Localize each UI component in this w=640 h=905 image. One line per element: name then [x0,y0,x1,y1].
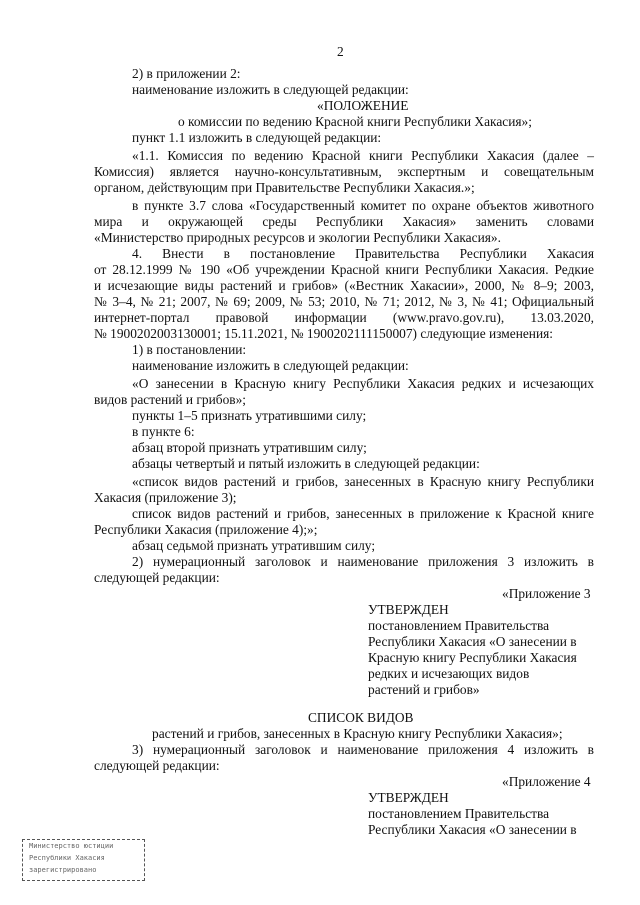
text-line: редких и исчезающих видов [368,666,530,681]
text-line: наименование изложить в следующей редакции: [132,358,409,373]
text-line: в пункте 6: [132,424,195,439]
text-line: Республики Хакасия (приложение 4);»; [94,522,318,537]
text-line: от 28.12.1999 № 190 «Об учреждении Красной книги Республики Хакасия. Редкие [94,262,594,277]
text-line: постановлением Правительства [368,618,550,633]
appendix-label: «Приложение 3 [502,586,591,601]
text-line: растений и грибов» [368,682,480,697]
text-line: растений и грибов, занесенных в Красную книгу Республики Хакасия»; [152,726,563,741]
text-line: органом, действующим при Правительстве Республики Хакасия.»; [94,180,475,195]
text-line: Республики Хакасия «О занесении в [368,822,577,837]
text-line: № 1900202003130001; 15.11.2021, № 1900202111150007) следующие изменения: [94,326,554,341]
text-line: следующей редакции: [94,570,220,585]
text-line: «ПОЛОЖЕНИЕ [317,98,409,113]
appendix-label: «Приложение 4 [502,774,591,789]
text-line: «список видов растений и грибов, занесенных в Красную книгу Республики [132,474,594,489]
text-line: абзацы четвертый и пятый изложить в следующей редакции: [132,456,480,471]
text-line: абзац второй признать утратившим силу; [132,440,367,455]
text-line: следующей редакции: [94,758,220,773]
text-line: и исчезающие виды растений и грибов» («Вестник Хакасии», 2000, № 8–9; 2003, [94,278,594,293]
text-line: видов растений и грибов»; [94,392,247,407]
registration-stamp [22,839,145,881]
page-number: 2 [337,44,344,59]
text-line: пункт 1.1 изложить в следующей редакции: [132,130,382,145]
list-heading: СПИСОК ВИДОВ [308,710,414,725]
text-line: в пункте 3.7 слова «Государственный комитет по охране объектов животного [132,198,594,213]
text-line: интернет-портал правовой информации (www.pravo.gov.ru), 13.03.2020, [94,310,594,325]
text-line: 2) в приложении 2: [132,66,241,81]
text-line: Комиссия) является научно-консультативным, экспертным и совещательным [94,164,594,179]
text-line: 3) нумерационный заголовок и наименование приложения 4 изложить в [132,742,594,757]
stamp-line: Республики Хакасия [29,854,105,862]
text-line: мира и окружающей среды Республики Хакасия» заменить словами [94,214,594,229]
text-line: список видов растений и грибов, занесенных в приложение к Красной книге [132,506,594,521]
text-line: «Министерство природных ресурсов и экологии Республики Хакасия». [94,230,501,245]
approval-heading: УТВЕРЖДЕН [368,790,449,805]
stamp-line: зарегистрировано [29,866,97,874]
text-line: о комиссии по ведению Красной книги Республики Хакасия»; [178,114,532,129]
text-line: пункты 1–5 признать утратившими силу; [132,408,367,423]
text-line: Республики Хакасия «О занесении в [368,634,577,649]
approval-heading: УТВЕРЖДЕН [368,602,449,617]
text-line: «1.1. Комиссия по ведению Красной книги Республики Хакасия (далее – [132,148,594,163]
text-line: Хакасия (приложение 3); [94,490,237,505]
text-line: наименование изложить в следующей редакции: [132,82,409,97]
text-line: № 3–4, № 21; 2007, № 69; 2009, № 53; 2010, № 71; 2012, № 3, № 41; Официальный [94,294,594,309]
text-line: «О занесении в Красную книгу Республики Хакасия редких и исчезающих [132,376,594,391]
text-line: абзац седьмой признать утратившим силу; [132,538,376,553]
text-line: Красную книгу Республики Хакасия [368,650,577,665]
text-line: 1) в постановлении: [132,342,247,357]
stamp-line: Министерство юстиции [29,842,114,850]
text-line: 2) нумерационный заголовок и наименование приложения 3 изложить в [132,554,594,569]
text-line: 4. Внести в постановление Правительства Республики Хакасия [132,246,594,261]
text-line: постановлением Правительства [368,806,550,821]
